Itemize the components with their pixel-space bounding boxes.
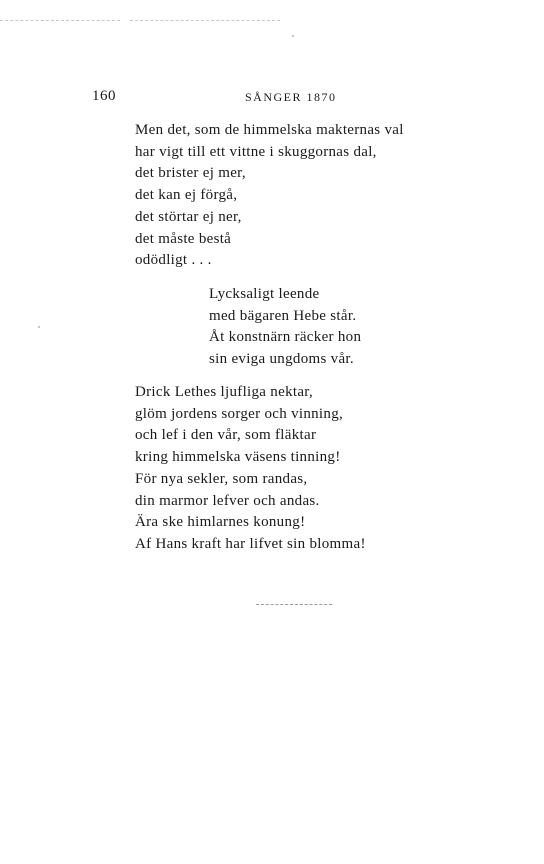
page-number: 160 xyxy=(92,88,116,104)
verse-line: din marmor lefver och andas. xyxy=(135,492,320,509)
verse-line: Drick Lethes ljufliga nektar, xyxy=(135,384,314,400)
verse-line: För nya sekler, som randas, xyxy=(135,470,308,487)
scan-speck xyxy=(292,35,294,37)
verse-line: kring himmelska väsens tinning! xyxy=(135,449,341,466)
end-rule xyxy=(256,604,332,605)
stanza-1 xyxy=(135,120,404,272)
stanza-3 xyxy=(135,382,366,556)
verse-line: glöm jordens sorger och vinning, xyxy=(135,405,344,422)
verse-line: har vigt till ett vittne i skuggornas dal, xyxy=(135,143,377,160)
verse-line: Men det, som de himmelska makternas val xyxy=(135,122,404,138)
verse-line: och lef i den vår, som fläktar xyxy=(135,427,317,444)
verse-line: det kan ej förgå, xyxy=(135,187,238,204)
running-head: SÅNGER 1870 xyxy=(245,90,337,104)
verse-line: Lycksaligt leende xyxy=(209,286,320,302)
verse-line: sin eviga ungdoms vår. xyxy=(209,351,354,368)
verse-line: Åt konstnärn räcker hon xyxy=(209,329,362,346)
scan-artifact-line xyxy=(130,20,280,21)
verse-line: det måste bestå xyxy=(135,230,232,247)
page-header xyxy=(92,88,452,108)
verse-line: odödligt . . . xyxy=(135,252,212,269)
scan-artifact-line xyxy=(0,20,120,21)
verse-line: det brister ej mer, xyxy=(135,165,246,182)
stanza-2 xyxy=(209,284,361,371)
scan-speck xyxy=(38,326,40,328)
verse-line: Ära ske himlarnes konung! xyxy=(135,514,306,531)
verse-line: Af Hans kraft har lifvet sin blomma! xyxy=(135,535,366,552)
verse-line: med bägaren Hebe står. xyxy=(209,307,357,324)
verse-line: det störtar ej ner, xyxy=(135,208,242,225)
